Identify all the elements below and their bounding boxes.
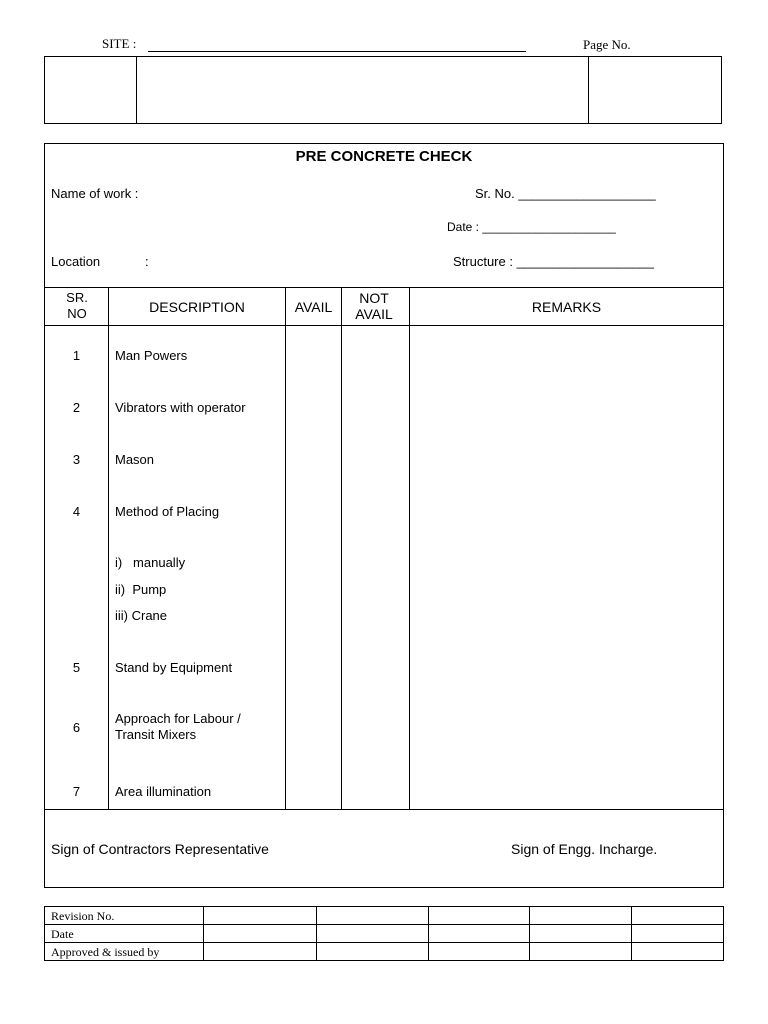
revision-cell[interactable] (429, 943, 530, 961)
revision-cell[interactable] (530, 943, 632, 961)
row-number: 3 (72, 452, 81, 467)
column-header-not-avail: NOT AVAIL (355, 290, 393, 322)
table-row (45, 925, 724, 943)
revision-cell[interactable] (203, 907, 316, 925)
col-divider-sr (108, 287, 109, 810)
location-colon: : (145, 254, 149, 269)
revision-cell[interactable] (429, 907, 530, 925)
header-divider-right (588, 57, 589, 123)
pre-concrete-check-form (44, 143, 724, 888)
row-description: Area illumination (115, 784, 212, 799)
col-divider-avail (341, 287, 342, 810)
revision-no-label: Revision No. (45, 907, 204, 925)
row-description: Mason (115, 452, 155, 467)
column-header-remarks: REMARKS (531, 299, 602, 315)
page-number-label: Page No. (583, 37, 631, 52)
row-number: 7 (72, 784, 81, 799)
date-field[interactable]: Date : ____________________ (447, 220, 616, 234)
revision-cell[interactable] (316, 943, 429, 961)
table-row (45, 907, 724, 925)
revision-cell[interactable] (632, 925, 724, 943)
form-title: PRE CONCRETE CHECK (295, 148, 473, 165)
row-sub-option: ii) Pump (115, 582, 167, 597)
row-number: 5 (72, 660, 81, 675)
engineer-signature-label: Sign of Engg. Incharge. (511, 841, 658, 857)
revision-cell[interactable] (632, 943, 724, 961)
row-description: Method of Placing (115, 504, 220, 519)
column-header-avail: AVAIL (294, 299, 333, 315)
row-sub-option: i) manually (115, 555, 186, 570)
row-description: Approach for Labour / Transit Mixers (115, 711, 241, 742)
col-divider-not-avail (409, 287, 410, 810)
table-top-border (45, 287, 723, 288)
row-number: 2 (72, 400, 81, 415)
row-sub-option: iii) Crane (115, 608, 168, 623)
revision-cell[interactable] (530, 925, 632, 943)
approved-issued-label: Approved & issued by (45, 943, 204, 961)
site-field[interactable] (148, 51, 526, 52)
structure-field[interactable]: Structure : ___________________ (453, 254, 654, 269)
header-box (44, 56, 722, 124)
table-row (45, 943, 724, 961)
row-description: Man Powers (115, 348, 188, 363)
table-header-bottom-border (45, 325, 723, 326)
column-header-sr-no: SR. NO (66, 290, 88, 321)
revision-cell[interactable] (530, 907, 632, 925)
site-label: SITE : (102, 36, 137, 51)
revision-cell[interactable] (429, 925, 530, 943)
revision-cell[interactable] (203, 943, 316, 961)
table-bottom-border (45, 809, 723, 810)
date-label: Date (45, 925, 204, 943)
revision-cell[interactable] (316, 925, 429, 943)
row-number: 4 (72, 504, 81, 519)
contractor-signature-label: Sign of Contractors Representative (51, 841, 269, 857)
revision-cell[interactable] (316, 907, 429, 925)
sr-no-field[interactable]: Sr. No. ___________________ (475, 186, 656, 201)
location-label: Location (51, 254, 101, 269)
revision-cell[interactable] (632, 907, 724, 925)
row-description: Stand by Equipment (115, 660, 233, 675)
header-divider-left (136, 57, 137, 123)
col-divider-description (285, 287, 286, 810)
revision-table (44, 906, 724, 961)
row-number: 6 (72, 720, 81, 735)
column-header-description: DESCRIPTION (149, 299, 245, 315)
revision-cell[interactable] (203, 925, 316, 943)
row-number: 1 (72, 348, 81, 363)
row-description: Vibrators with operator (115, 400, 246, 415)
name-of-work-label: Name of work : (51, 186, 139, 201)
